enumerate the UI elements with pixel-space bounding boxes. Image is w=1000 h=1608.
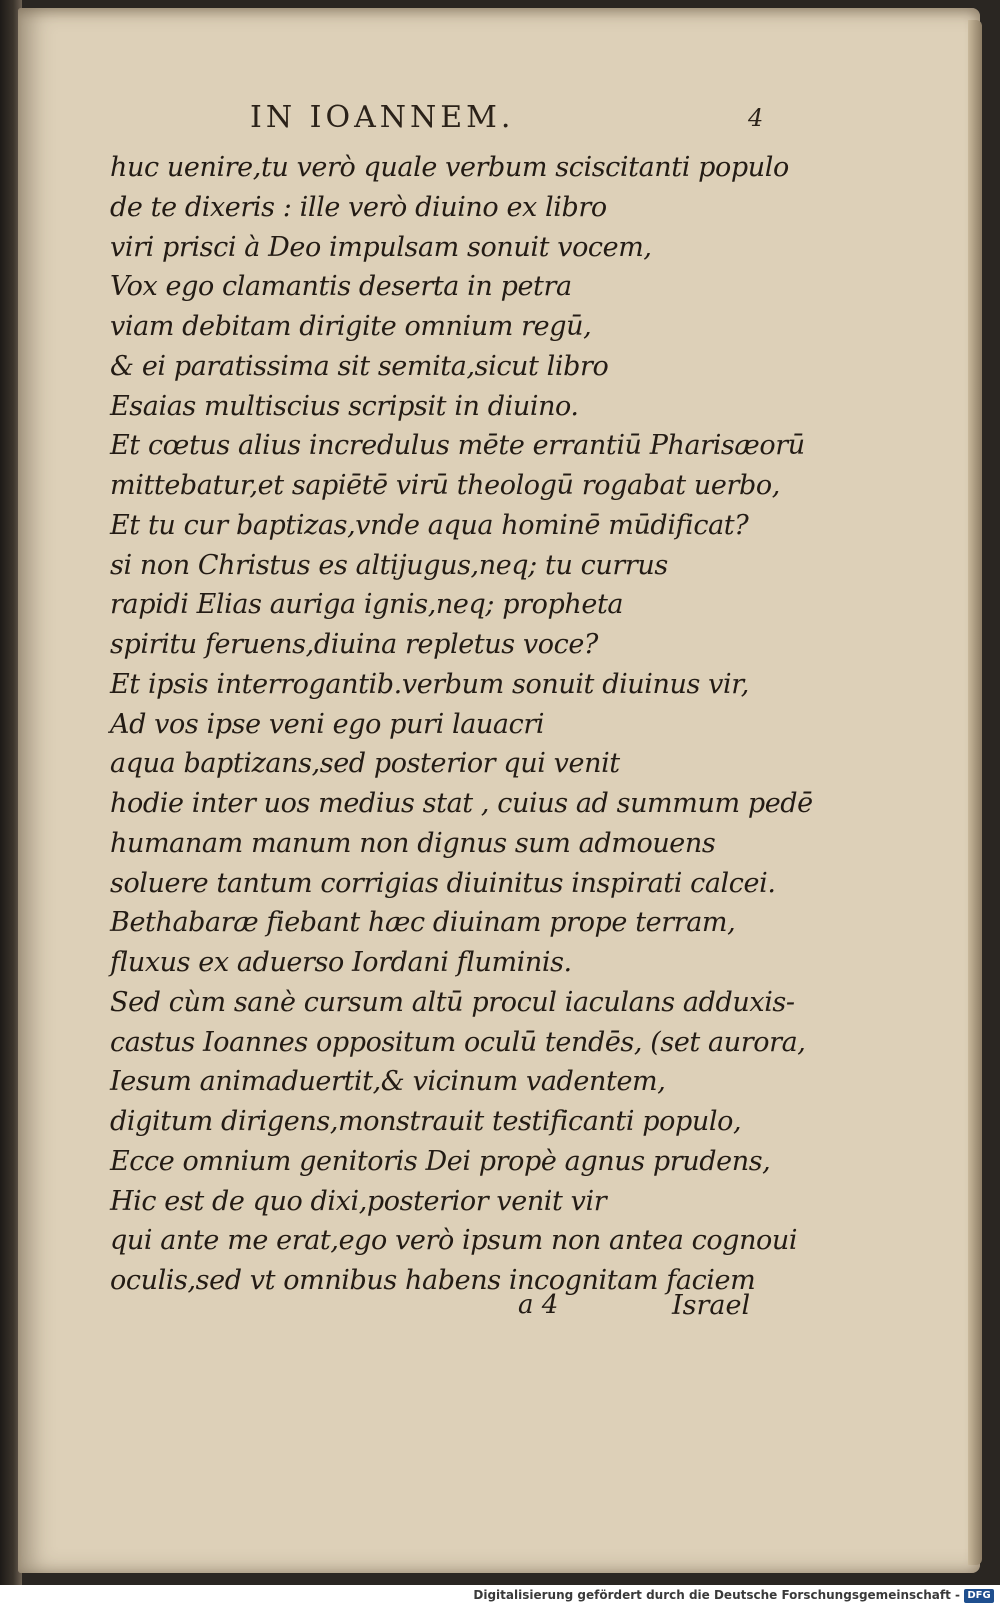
- text-line: viam debitam dirigite omnium regū,: [110, 311, 592, 342]
- text-line: Hic est de quo dixi,posterior venit vir: [110, 1185, 607, 1217]
- text-line: Ecce omnium genitoris Dei propè agnus prudens,: [110, 1145, 771, 1177]
- footer-credit: Digitalisierung gefördert durch die Deutsche Forschungsgemeinschaft -: [473, 1588, 960, 1602]
- text-line: digitum dirigens,monstrauit testificanti populo,: [110, 1106, 742, 1137]
- text-line: oculis,sed vt omnibus habens incognitam faciem: [110, 1265, 756, 1296]
- text-line: mittebatur,et sapiētē virū theologū rogabat uerbo,: [110, 470, 780, 501]
- text-line: soluere tantum corrigias diuinitus inspirati calcei.: [110, 867, 776, 899]
- signature-mark: a 4: [518, 1290, 559, 1320]
- text-line: Sed cùm sanè cursum altū procul iaculans adduxis-: [110, 986, 795, 1018]
- text-line: Iesum animaduertit,& vicinum vadentem,: [110, 1066, 666, 1098]
- folio-number: 4: [748, 104, 764, 132]
- text-line: humanam manum non dignus sum admouens: [110, 827, 716, 859]
- text-line: huc uenire,tu verò quale verbum sciscitanti populo: [110, 152, 789, 183]
- text-line: rapidi Elias auriga ignis,neq; propheta: [110, 589, 624, 621]
- text-line: viri prisci à Deo impulsam sonuit vocem,: [110, 231, 652, 263]
- text-line: & ei paratissima sit semita,sicut libro: [110, 350, 609, 382]
- running-head: IN IOANNEM.: [250, 100, 515, 135]
- text-line: Bethabaræ fiebant hæc diuinam prope terram,: [110, 907, 736, 939]
- text-line: Esaias multiscius scripsit in diuino.: [110, 390, 579, 422]
- text-line: Et cœtus alius incredulus mēte errantiū Pharisæorū: [110, 430, 805, 462]
- text-line: qui ante me erat,ego verò ipsum non antea cognoui: [110, 1225, 798, 1257]
- footer-bar: [0, 1585, 1000, 1608]
- text-block: [110, 148, 813, 1301]
- text-line: aqua baptizans,sed posterior qui venit: [110, 748, 620, 780]
- text-line: Et ipsis interrogantib.verbum sonuit diuinus vir,: [110, 668, 749, 700]
- text-line: de te dixeris : ille verò diuino ex libro: [110, 191, 607, 223]
- text-line: Ad vos ipse veni ego puri lauacri: [110, 708, 545, 740]
- text-line: Vox ego clamantis deserta in petra: [110, 271, 572, 303]
- text-line: castus Ioannes oppositum oculū tendēs, (set aurora,: [110, 1026, 806, 1058]
- catchword: Israel: [672, 1290, 751, 1321]
- text-line: si non Christus es altijugus,neq; tu currus: [110, 549, 668, 581]
- text-line: fluxus ex aduerso Iordani fluminis.: [110, 947, 572, 978]
- page-fore-edge: [968, 20, 982, 1565]
- text-line: hodie inter uos medius stat , cuius ad summum pedē: [110, 788, 813, 819]
- text-line: Et tu cur baptizas,vnde aqua hominē mūdificat?: [110, 509, 749, 541]
- text-line: spiritu feruens,diuina repletus voce?: [110, 629, 598, 660]
- dfg-logo: DFG: [964, 1589, 994, 1603]
